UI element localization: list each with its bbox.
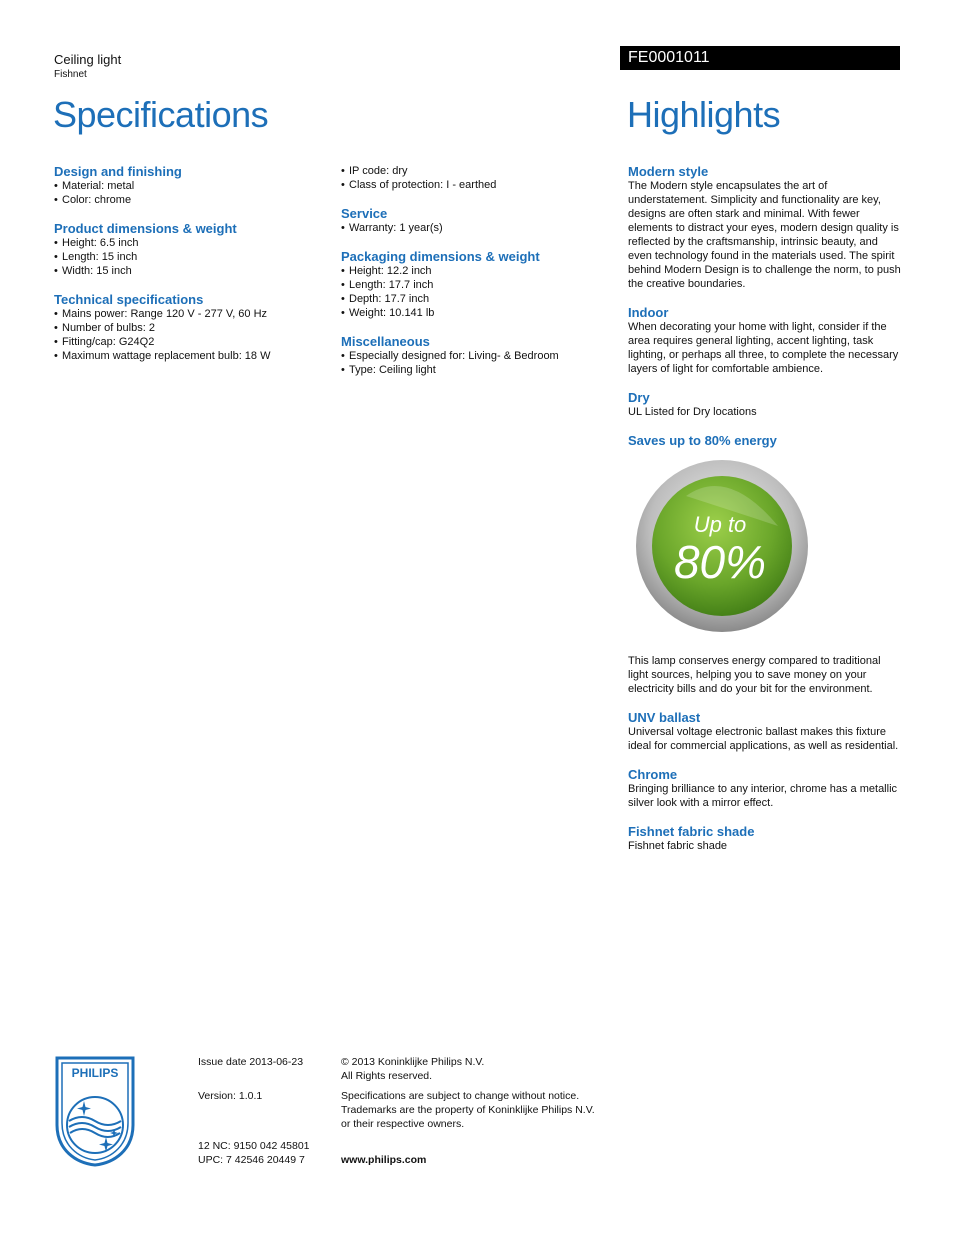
spec-item: • Height: 6.5 inch	[54, 236, 324, 250]
spec-item: • Depth: 17.7 inch	[341, 292, 611, 306]
spec-list	[54, 307, 324, 363]
spec-item: • Mains power: Range 120 V - 277 V, 60 Hz	[54, 307, 324, 321]
highlight	[628, 433, 903, 654]
highlight	[628, 710, 903, 753]
nc-number: 12 NC: 9150 042 45801	[198, 1140, 310, 1152]
version: Version: 1.0.1	[198, 1090, 263, 1102]
spec-item: • Fitting/cap: G24Q2	[54, 335, 324, 349]
highlight	[628, 654, 903, 696]
spec-item: • Weight: 10.141 lb	[341, 306, 611, 320]
spec-section	[54, 164, 324, 207]
highlight	[628, 767, 903, 810]
highlights-column	[628, 164, 903, 867]
highlight-title: Chrome	[628, 767, 678, 782]
spec-item: • Color: chrome	[54, 193, 324, 207]
spec-section-title: Technical specifications	[54, 292, 204, 307]
spec-item: • Length: 17.7 inch	[341, 278, 611, 292]
highlight-text: Bringing brilliance to any interior, chrome has a metallic silver look with a mirror effect.	[628, 783, 898, 809]
highlight-title: Indoor	[628, 305, 669, 320]
spec-sections	[341, 206, 611, 377]
issue-date: Issue date 2013-06-23	[198, 1056, 304, 1068]
spec-list	[341, 164, 611, 192]
highlight-text: When decorating your home with light, consider if the area requires general lighting, accent lighting, task lighting, or perhaps all three, to complete the necessary layers of light for comfortable ambience.	[628, 321, 899, 375]
philips-shield-logo	[54, 1055, 136, 1167]
highlight	[628, 164, 903, 291]
specs-column-2	[341, 164, 611, 391]
highlight-text: The Modern style encapsulates the art of understatement. Simplicity and functionality are key, designs are often stark and minimal. With fewer elements to distract your eyes, modern design quality is reflected by the craftsmanship, intrinsic beauty, and even technology found in the materials used. The spirit behind Modern Design is to challenge the norm, to push the creative boundaries.	[628, 180, 901, 290]
spec-section	[54, 292, 324, 363]
highlight-text: This lamp conserves energy compared to traditional light sources, helping you to save money on your electricity bills and do your bit for the environment.	[628, 655, 881, 695]
highlight-title: Saves up to 80% energy	[628, 433, 777, 448]
badge-line-1: Up to	[693, 512, 747, 537]
spec-item: • Number of bulbs: 2	[54, 321, 324, 335]
highlight-text: Fishnet fabric shade	[628, 840, 728, 852]
energy-savings-badge	[628, 456, 816, 636]
spec-list	[54, 179, 324, 207]
upc-number: UPC: 7 42546 20449 7	[198, 1154, 305, 1166]
highlight-title: Dry	[628, 390, 650, 405]
spec-list	[341, 264, 611, 320]
spec-item: • Material: metal	[54, 179, 324, 193]
specifications-title: Specifications	[53, 94, 269, 135]
spec-item: • Especially designed for: Living- & Bedroom	[341, 349, 611, 363]
spec-section-title: Packaging dimensions & weight	[341, 249, 540, 264]
highlight	[628, 305, 903, 376]
highlights-title: Highlights	[627, 94, 781, 135]
highlight	[628, 824, 903, 853]
spec-item: • IP code: dry	[341, 164, 611, 178]
notice-line-2: Trademarks are the property of Koninklijke Philips N.V.	[341, 1104, 595, 1116]
copyright: © 2013 Koninklijke Philips N.V.	[341, 1056, 485, 1068]
spec-section-title: Service	[341, 206, 388, 221]
spec-section-title: Miscellaneous	[341, 334, 430, 349]
spec-item: • Length: 15 inch	[54, 250, 324, 264]
highlight-title: Fishnet fabric shade	[628, 824, 755, 839]
spec-section-continued	[341, 164, 611, 192]
spec-section	[341, 334, 611, 377]
spec-item: • Maximum wattage replacement bulb: 18 W	[54, 349, 324, 363]
spec-item: • Class of protection: I - earthed	[341, 178, 611, 192]
spec-section	[341, 249, 611, 320]
spec-item: • Warranty: 1 year(s)	[341, 221, 611, 235]
spec-section-title: Product dimensions & weight	[54, 221, 237, 236]
highlight-title: UNV ballast	[628, 710, 701, 725]
product-name: Ceiling light	[54, 52, 122, 67]
spec-item: • Type: Ceiling light	[341, 363, 611, 377]
product-subtitle: Fishnet	[54, 69, 87, 80]
badge-line-2: 80%	[673, 536, 767, 588]
spec-section	[341, 206, 611, 235]
specs-column-1	[54, 164, 324, 377]
spec-section	[54, 221, 324, 278]
spec-list	[341, 221, 611, 235]
notice-line-3: or their respective owners.	[341, 1118, 465, 1130]
spec-list	[54, 236, 324, 278]
spec-section-title: Design and finishing	[54, 164, 182, 179]
notice-line-1: Specifications are subject to change without notice.	[341, 1090, 580, 1102]
spec-item: • Width: 15 inch	[54, 264, 324, 278]
product-code-bar: FE0001011	[620, 46, 900, 70]
spec-item: • Height: 12.2 inch	[341, 264, 611, 278]
website-link[interactable]: www.philips.com	[341, 1154, 427, 1166]
rights: All Rights reserved.	[341, 1070, 433, 1082]
highlight-text: UL Listed for Dry locations	[628, 406, 757, 418]
spec-list	[341, 349, 611, 377]
highlight-title: Modern style	[628, 164, 709, 179]
philips-logo-text: PHILIPS	[71, 1066, 119, 1080]
highlight	[628, 390, 903, 419]
highlight-text: Universal voltage electronic ballast makes this fixture ideal for commercial applications, as well as residential.	[628, 726, 899, 752]
